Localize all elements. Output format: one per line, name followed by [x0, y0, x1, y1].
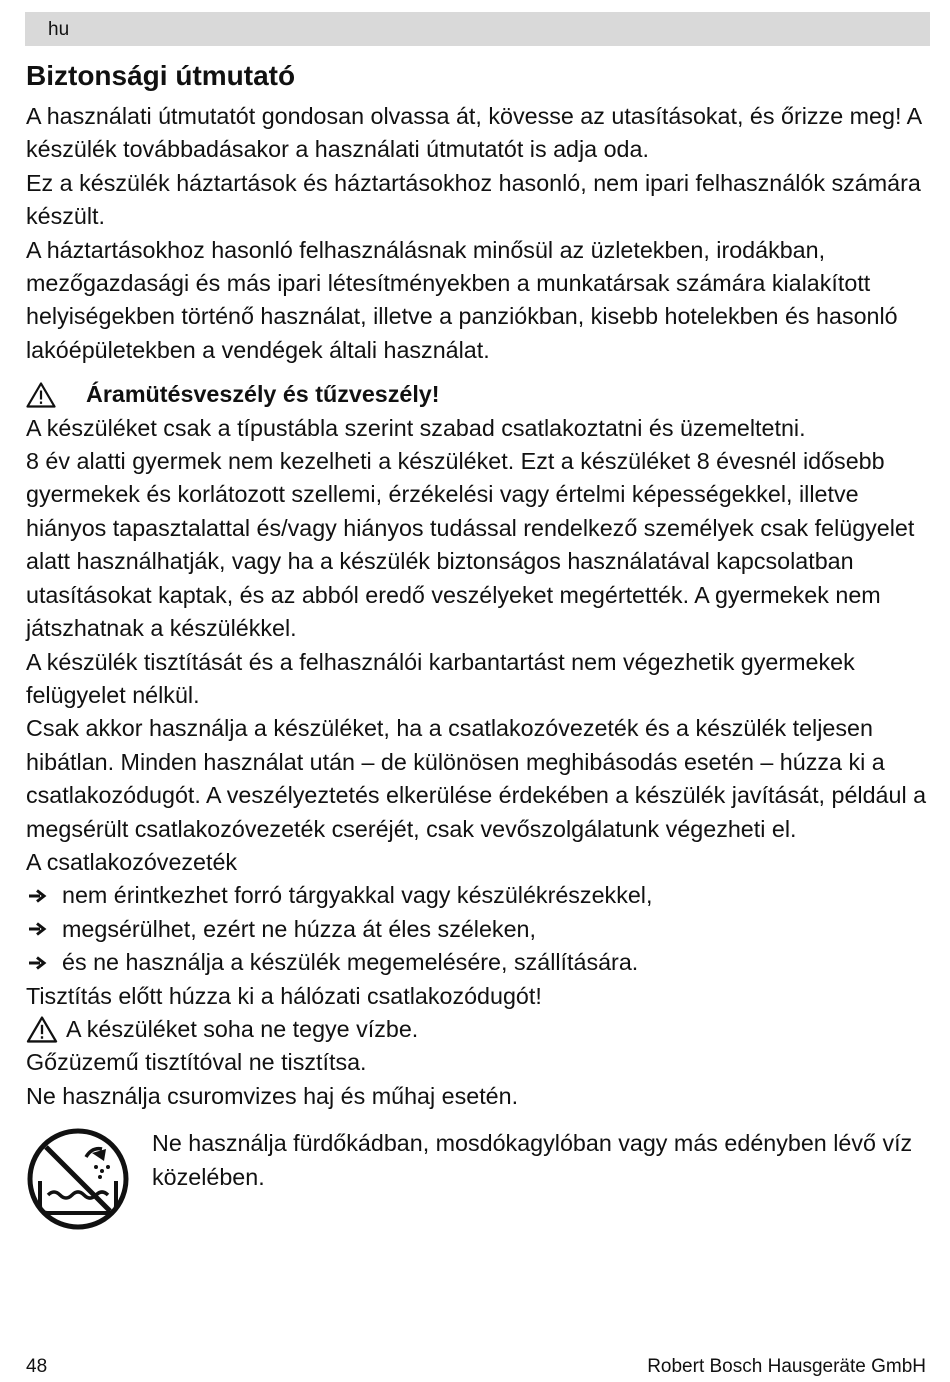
language-code: hu — [48, 19, 70, 40]
arrow-right-icon — [28, 955, 48, 971]
list-item: nem érintkezhet forró tárgyakkal vagy készülékrészekkel, — [26, 879, 931, 912]
warning-triangle-icon — [26, 382, 56, 408]
steam-note: Gőzüzemű tisztítóval ne tisztítsa. — [26, 1049, 367, 1076]
page-title: Biztonsági útmutató — [26, 60, 296, 91]
warning-paragraph: 8 év alatti gyermek nem kezelheti a készüléket. Ezt a készüléket 8 évesnél idősebb gyermekek és korlátozott szellemi, érzékelési vagy értelmi képességekkel, illetve hiányos tapasztalattal és/vagy hiányos tudással rendelkező személyek csak felügyelet alatt használhatják, vagy ha a készülék biztonságos használatával kapcsolatban utasításokat kaptak, és az abból eredő veszélyeket megértették. A gyermekek nem játszhatnak a készülékkel. — [26, 448, 915, 642]
unplug-note: Tisztítás előtt húzza ki a hálózati csatlakozódugót! — [26, 982, 542, 1009]
arrow-right-icon — [28, 888, 48, 904]
bath-warning-text: Ne használja fürdőkádban, mosdókagylóban vagy más edényben lévő víz közelében. — [152, 1130, 913, 1190]
warning-heading-text: Áramütésveszély és tűzveszély! — [86, 381, 440, 408]
warning-paragraph: A készülék tisztítását és a felhasználói karbantartást nem végezhetik gyermekek felügyelet nélkül. — [26, 648, 855, 708]
safety-section — [26, 58, 931, 1231]
company-name: Robert Bosch Hausgeräte GmbH — [647, 1356, 926, 1377]
warning-paragraph: A készüléket csak a típustábla szerint szabad csatlakoztatni és üzemeltetni. — [26, 414, 806, 441]
intro-paragraph: A háztartásokhoz hasonló felhasználásnak minősül az üzletekben, irodákban, mezőgazdasági és más ipari létesítményekben a munkatársak számára kialakított helyiségekben történő használat, illetve a panziókban, kisebb hotelekben és hasonló lakóépületekben a vendégek általi használat. — [26, 236, 898, 363]
warning-paragraph: Csak akkor használja a készüléket, ha a csatlakozóvezeték és a készülék teljesen hibátlan. Minden használat után – de különösen meghibásodás esetén – húzza ki a csatlakozódugót. A veszélyeztetés elkerülése érdekében a készülék javítását, például a megsérült csatlakozóvezeték cseréjét, csak vevőszolgálatunk végezheti el. — [26, 715, 927, 842]
list-item: megsérülhet, ezért ne húzza át éles széleken, — [26, 913, 931, 946]
arrow-right-icon — [28, 921, 48, 937]
wet-hair-note: Ne használja csuromvizes haj és műhaj esetén. — [26, 1082, 519, 1109]
warning-triangle-icon — [26, 1016, 58, 1043]
list-item: és ne használja a készülék megemelésére, szállítására. — [26, 946, 931, 979]
language-bar — [25, 12, 930, 46]
warning-heading — [26, 378, 931, 411]
intro-paragraph: Ez a készülék háztartások és háztartásokhoz hasonló, nem ipari felhasználók számára készült. — [26, 169, 921, 230]
water-warning: A készüléket soha ne tegye vízbe. — [26, 1013, 931, 1046]
intro-paragraph: A használati útmutatót gondosan olvassa át, kövesse az utasításokat, és őrizze meg! A készülék továbbadásakor a használati útmutatót is adja oda. — [26, 103, 921, 163]
no-bath-icon — [26, 1127, 130, 1231]
cable-bullet-list — [26, 879, 931, 979]
warning-paragraph: A csatlakozóvezeték — [26, 848, 238, 875]
bath-warning — [26, 1127, 931, 1231]
page-number: 48 — [26, 1356, 48, 1377]
